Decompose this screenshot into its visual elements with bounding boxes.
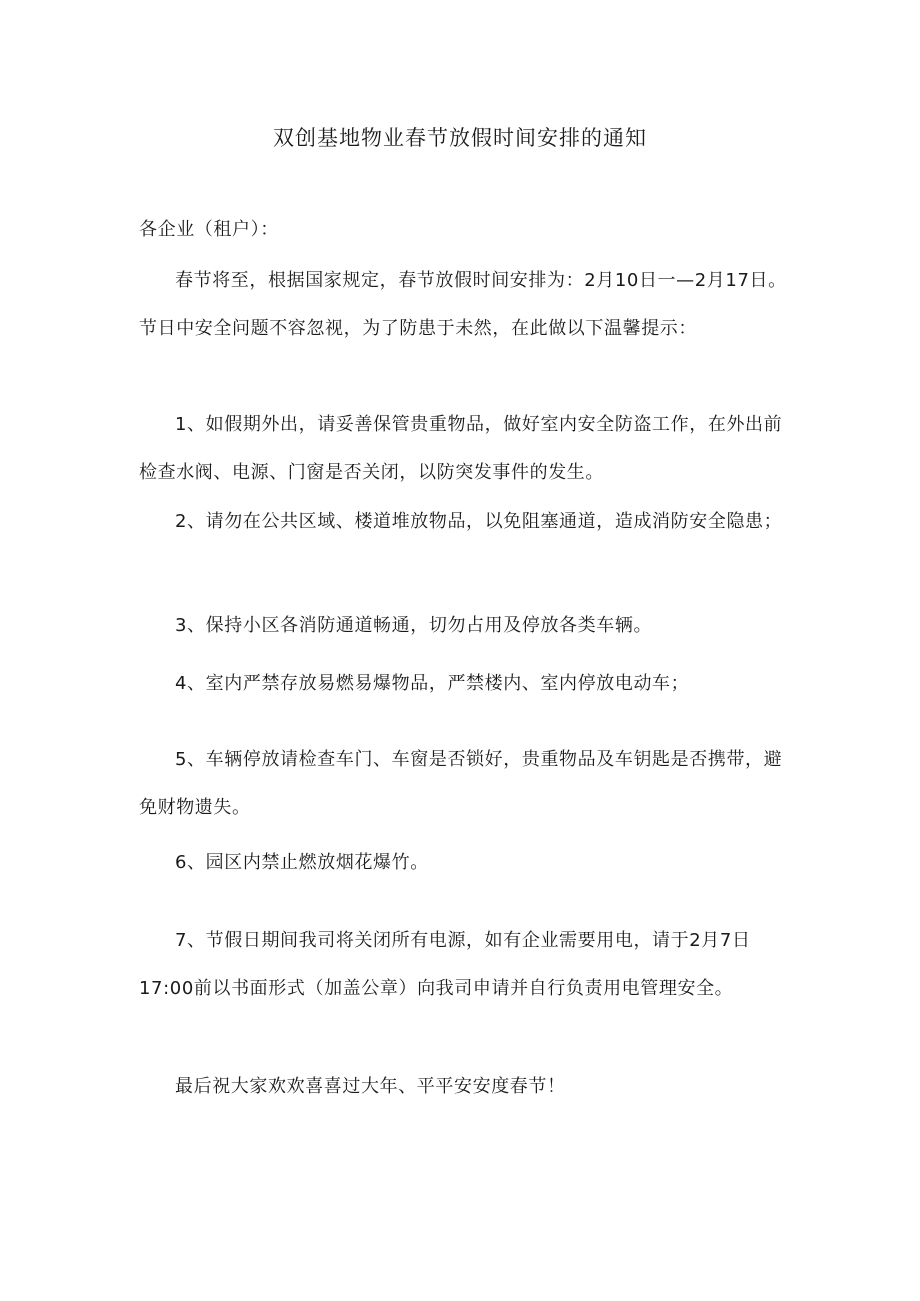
paragraph-item-5 [139, 736, 793, 832]
paragraph-intro [139, 257, 793, 353]
paragraph-item-4 [139, 660, 793, 708]
paragraph-closing [139, 1063, 793, 1111]
paragraph-item-2 [139, 498, 793, 546]
document-title: 双创基地物业春节放假时间安排的通知 [273, 126, 647, 150]
paragraph: 春节将至，根据国家规定，春节放假时间安排为：2月10日一—2月17日。节日中安全问题不容忽视，为了防患于未然，在此做以下温馨提示： [139, 270, 787, 339]
paragraph: 5、车辆停放请检查车门、车窗是否锁好，贵重物品及车钥匙是否携带，避免财物遗失。 [139, 749, 783, 818]
paragraph: 3、保持小区各消防通道畅通，切勿占用及停放各类车辆。 [175, 615, 653, 636]
paragraph: 4、室内严禁存放易燃易爆物品，严禁楼内、室内停放电动车； [175, 673, 690, 694]
paragraph: 7、节假日期间我司将关闭所有电源，如有企业需要用电，请于2月7日17:00前以书面形式（加盖公章）向我司申请并自行负责用电管理安全。 [139, 930, 751, 999]
paragraph: 1、如假期外出，请妥善保管贵重物品，做好室内安全防盗工作，在外出前检查水阀、电源、门窗是否关闭，以防突发事件的发生。 [139, 414, 783, 483]
paragraph: 最后祝大家欢欢喜喜过大年、平平安安度春节！ [175, 1076, 566, 1097]
paragraph-item-1 [139, 401, 793, 497]
paragraph: 2、请勿在公共区域、楼道堆放物品，以免阻塞通道，造成消防安全隐患； [175, 511, 783, 532]
paragraph-item-3 [139, 602, 793, 650]
paragraph-item-7 [139, 917, 793, 1013]
salutation: 各企业（租户）： [139, 219, 279, 240]
paragraph: 6、园区内禁止燃放烟花爆竹。 [175, 852, 429, 873]
paragraph-item-6 [139, 839, 793, 887]
